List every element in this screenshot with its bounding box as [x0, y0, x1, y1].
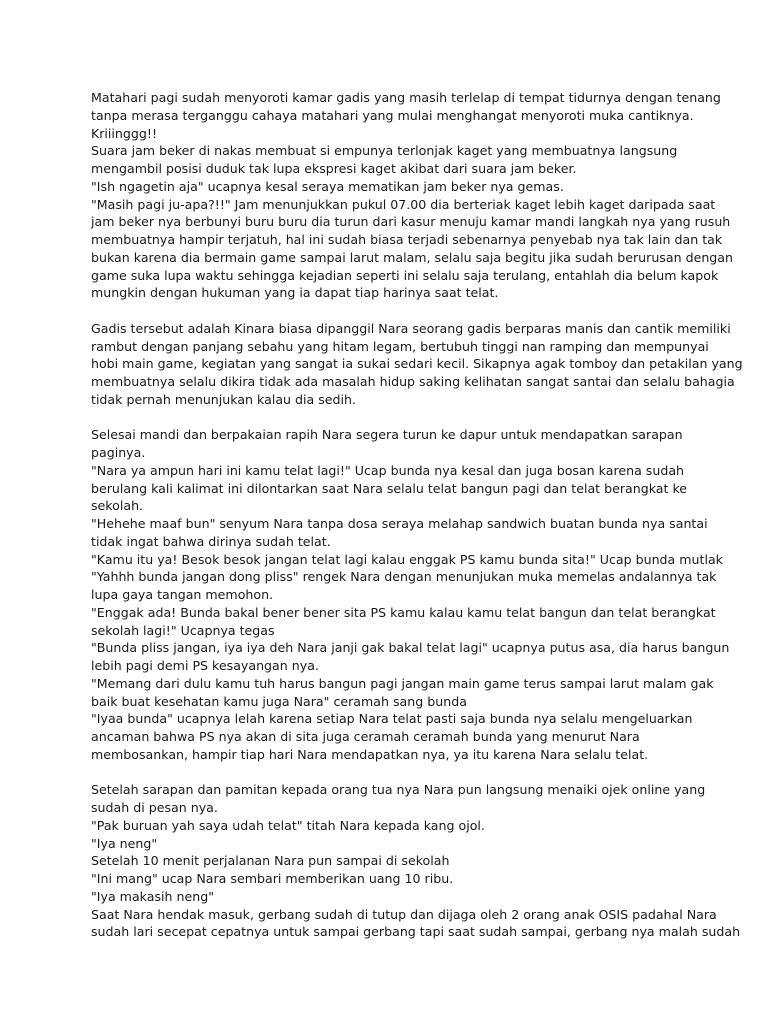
- text-line: sekolah.: [91, 498, 144, 514]
- text-line: rambut dengan panjang sebahu yang hitam legam, bertubuh tinggi nan ramping dan mempunyai: [91, 338, 709, 354]
- text-line: membosankan, hampir tiap hari Nara mendapatkan nya, ya itu karena Nara selalu telat.: [91, 746, 649, 762]
- text-line: sudah lari secepat cepatnya untuk sampai gerbang tapi saat sudah sampai, gerbang nya malah sudah: [91, 924, 741, 940]
- text-line: membuatnya selalu dikira tidak ada masalah hidup saking kelihatan sangat santai dan selalu bahagia: [91, 374, 735, 389]
- text-line: Kriiinggg!!: [91, 125, 157, 141]
- paragraph-gap: [91, 409, 691, 427]
- text-line: Matahari pagi sudah menyoroti kamar gadis yang masih terlelap di tempat tidurnya dengan tenang: [91, 90, 721, 105]
- paragraph-gap: [91, 764, 691, 782]
- text-line: baik buat kesehatan kamu juga Nara" ceramah sang bunda: [91, 693, 467, 709]
- text-line: "Hehehe maaf bun" senyum Nara tanpa dosa seraya melahap sandwich buatan bunda nya santai: [91, 516, 708, 531]
- text-line: jam beker nya berbunyi buru buru dia turun dari kasur menuju kamar mandi langkah nya yang rusuh: [91, 214, 731, 230]
- text-line: membuatnya hampir terjatuh, hal ini sudah biasa terjadi sebenarnya penyebab nya tak lain dan tak: [91, 232, 723, 247]
- text-line: tidak pernah menunjukan kalau dia sedih.: [91, 391, 357, 407]
- text-line: Gadis tersebut adalah Kinara biasa dipanggil Nara seorang gadis berparas manis dan cantik memiliki: [91, 320, 731, 336]
- text-line: Suara jam beker di nakas membuat si empunya terlonjak kaget yang membuatnya langsung: [91, 143, 678, 159]
- text-line: sekolah lagi!" Ucapnya tegas: [91, 622, 275, 638]
- text-line: mengambil posisi duduk tak lupa ekspresi kaget akibat dari suara jam beker.: [91, 161, 577, 176]
- document-page: [91, 89, 743, 941]
- text-line: paginya.: [91, 445, 146, 460]
- text-line: "Masih pagi ju-apa?!!" Jam menunjukkan pukul 07.00 dia berteriak kaget lebih kaget daripada saat: [91, 196, 716, 212]
- text-line: "Iyaa bunda" ucapnya lelah karena setiap Nara telat pasti saja bunda nya selalu mengeluarkan: [91, 711, 693, 727]
- text-line: sudah di pesan nya.: [91, 800, 218, 815]
- text-line: Saat Nara hendak masuk, gerbang sudah di tutup dan dijaga oleh 2 orang anak OSIS padahal Nara: [91, 906, 717, 922]
- text-line: game suka lupa waktu sehingga kejadian seperti ini selalu saja terulang, entahlah dia belum kapok: [91, 267, 719, 283]
- text-line: "Pak buruan yah saya udah telat" titah Nara kepada kang ojol.: [91, 817, 485, 833]
- text-line: "Memang dari dulu kamu tuh harus bangun pagi jangan main game terus sampai larut malam gak: [91, 675, 714, 691]
- text-line: "Bunda pliss jangan, iya iya deh Nara janji gak bakal telat lagi" ucapnya putus asa, dia harus bangun: [91, 640, 730, 656]
- text-line: Setelah 10 menit perjalanan Nara pun sampai di sekolah: [91, 853, 450, 869]
- text-line: "Ini mang" ucap Nara sembari memberikan uang 10 ribu.: [91, 871, 454, 886]
- text-line: tidak ingat bahwa dirinya sudah telat.: [91, 533, 331, 549]
- text-line: hobi main game, kegiatan yang sangat ia sukai sedari kecil. Sikapnya agak tomboy dan petakilan yang: [91, 356, 743, 372]
- text-line: "Iya makasih neng": [91, 888, 214, 904]
- text-line: lebih pagi demi PS kesayangan nya.: [91, 658, 319, 673]
- text-line: tanpa merasa terganggu cahaya matahari yang mulai menghangat menyoroti muka cantiknya.: [91, 107, 694, 123]
- text-line: lupa gaya tangan memohon.: [91, 587, 274, 602]
- text-line: berulang kali kalimat ini dilontarkan saat Nara selalu telat bangun pagi dan telat berangkat ke: [91, 480, 688, 496]
- paragraph-gap: [91, 302, 691, 320]
- text-line: mungkin dengan hukuman yang ia dapat tiap harinya saat telat.: [91, 285, 499, 301]
- text-line: "Ish ngagetin aja" ucapnya kesal seraya mematikan jam beker nya gemas.: [91, 178, 564, 194]
- text-line: Setelah sarapan dan pamitan kepada orang tua nya Nara pun langsung menaiki ojek online yang: [91, 782, 706, 798]
- text-line: "Kamu itu ya! Besok besok jangan telat lagi kalau enggak PS kamu bunda sita!" Ucap bunda mutlak: [91, 551, 723, 567]
- text-line: ancaman bahwa PS nya akan di sita juga ceramah ceramah bunda yang menurut Nara: [91, 729, 640, 744]
- text-line: "Yahhh bunda jangan dong pliss" rengek Nara dengan menunjukan muka memelas andalannya tak: [91, 569, 717, 585]
- text-line: "Nara ya ampun hari ini kamu telat lagi!" Ucap bunda nya kesal dan juga bosan karena sudah: [91, 462, 685, 478]
- text-line: Selesai mandi dan berpakaian rapih Nara segera turun ke dapur untuk mendapatkan sarapan: [91, 427, 683, 443]
- text-line: "Enggak ada! Bunda bakal bener bener sita PS kamu kalau kamu telat bangun dan telat berangkat: [91, 604, 716, 620]
- text-line: "Iya neng": [91, 835, 158, 851]
- text-line: bukan karena dia bermain game sampai larut malam, selalu saja begitu jika sudah berurusan dengan: [91, 249, 733, 265]
